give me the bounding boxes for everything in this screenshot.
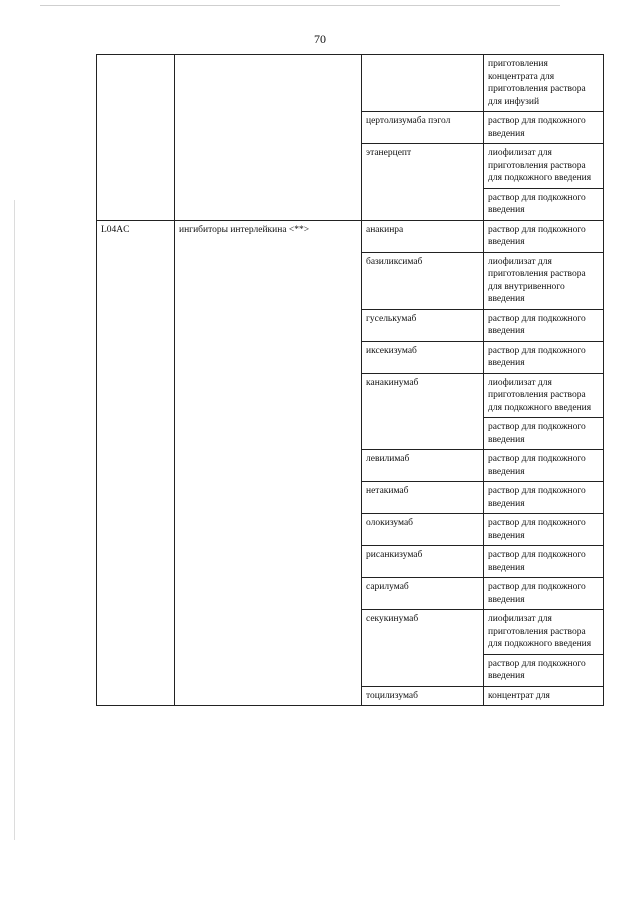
dosage-form-text: лиофилизат для приготовления раствора для внутривенного введения [488, 256, 586, 304]
dosage-form-cell [484, 450, 604, 482]
dosage-form-cell [484, 341, 604, 373]
drug-name-cell [362, 55, 484, 112]
dosage-form-text: лиофилизат для приготовления раствора для подкожного введения [488, 148, 592, 183]
top-scan-rule [40, 5, 560, 6]
table-row [97, 55, 604, 112]
dosage-form-cell [484, 654, 604, 686]
drug-name-cell: сарилумаб [362, 578, 484, 610]
dosage-form-cell [484, 578, 604, 610]
dosage-form-text: раствор для подкожного введения [488, 422, 586, 445]
dosage-form-cell [484, 514, 604, 546]
dosage-form-text: раствор для подкожного введения [488, 550, 586, 573]
dosage-form-text: раствор для подкожного введения [488, 192, 586, 215]
dosage-form-cell [484, 252, 604, 309]
dosage-form-cell [484, 418, 604, 450]
drug-group-cell [175, 55, 362, 221]
dosage-form-cell [484, 686, 604, 706]
dosage-form-cell [484, 220, 604, 252]
dosage-form-text: раствор для подкожного введения [488, 224, 586, 247]
dosage-form-cell [484, 144, 604, 189]
dosage-form-cell [484, 373, 604, 418]
left-scan-line [14, 200, 15, 840]
dosage-form-text: лиофилизат для приготовления раствора для подкожного введения [488, 614, 592, 649]
dosage-form-cell [484, 546, 604, 578]
drug-table [96, 54, 604, 706]
drug-name-cell: рисанкизумаб [362, 546, 484, 578]
drug-name-cell: базиликсимаб [362, 252, 484, 309]
drug-name-cell: гуселькумаб [362, 309, 484, 341]
drug-name-cell: иксекизумаб [362, 341, 484, 373]
dosage-form-cell [484, 188, 604, 220]
dosage-form-text: раствор для подкожного введения [488, 454, 586, 477]
dosage-form-cell [484, 610, 604, 655]
dosage-form-text: раствор для подкожного введения [488, 658, 586, 681]
dosage-form-text: раствор для подкожного введения [488, 313, 586, 336]
drug-name-cell: олокизумаб [362, 514, 484, 546]
drug-name-cell: секукинумаб [362, 610, 484, 687]
dosage-form-cell [484, 55, 604, 112]
drug-name-cell: тоцилизумаб [362, 686, 484, 706]
dosage-form-cell [484, 482, 604, 514]
dosage-form-text: лиофилизат для приготовления раствора для подкожного введения [488, 377, 592, 413]
table-row [97, 220, 604, 252]
dosage-form-text: раствор для подкожного введения [488, 345, 586, 368]
dosage-form-text: раствор для подкожного введения [488, 518, 586, 541]
atc-code-cell: L04AC [97, 220, 175, 706]
drug-name-cell: нетакимаб [362, 482, 484, 514]
drug-name-cell: цертолизумаба пэгол [362, 112, 484, 144]
dosage-form-text: раствор для подкожного введения [488, 582, 586, 605]
drug-group-cell: ингибиторы интерлейкина <**> [175, 220, 362, 706]
drug-table-body [97, 55, 604, 706]
drug-name-cell: анакинра [362, 220, 484, 252]
drug-name-cell: этанерцепт [362, 144, 484, 221]
atc-code-cell [97, 55, 175, 221]
dosage-form-text: раствор для подкожного введения [488, 486, 586, 509]
dosage-form-cell [484, 112, 604, 144]
dosage-form-text: приготовления концентрата для приготовления раствора для инфузий [488, 59, 586, 107]
dosage-form-text: концентрат для [488, 690, 550, 701]
page-number: 70 [314, 32, 326, 46]
drug-name-cell: левилимаб [362, 450, 484, 482]
drug-name-cell: канакинумаб [362, 373, 484, 450]
dosage-form-cell [484, 309, 604, 341]
dosage-form-text: раствор для подкожного введения [488, 116, 586, 139]
